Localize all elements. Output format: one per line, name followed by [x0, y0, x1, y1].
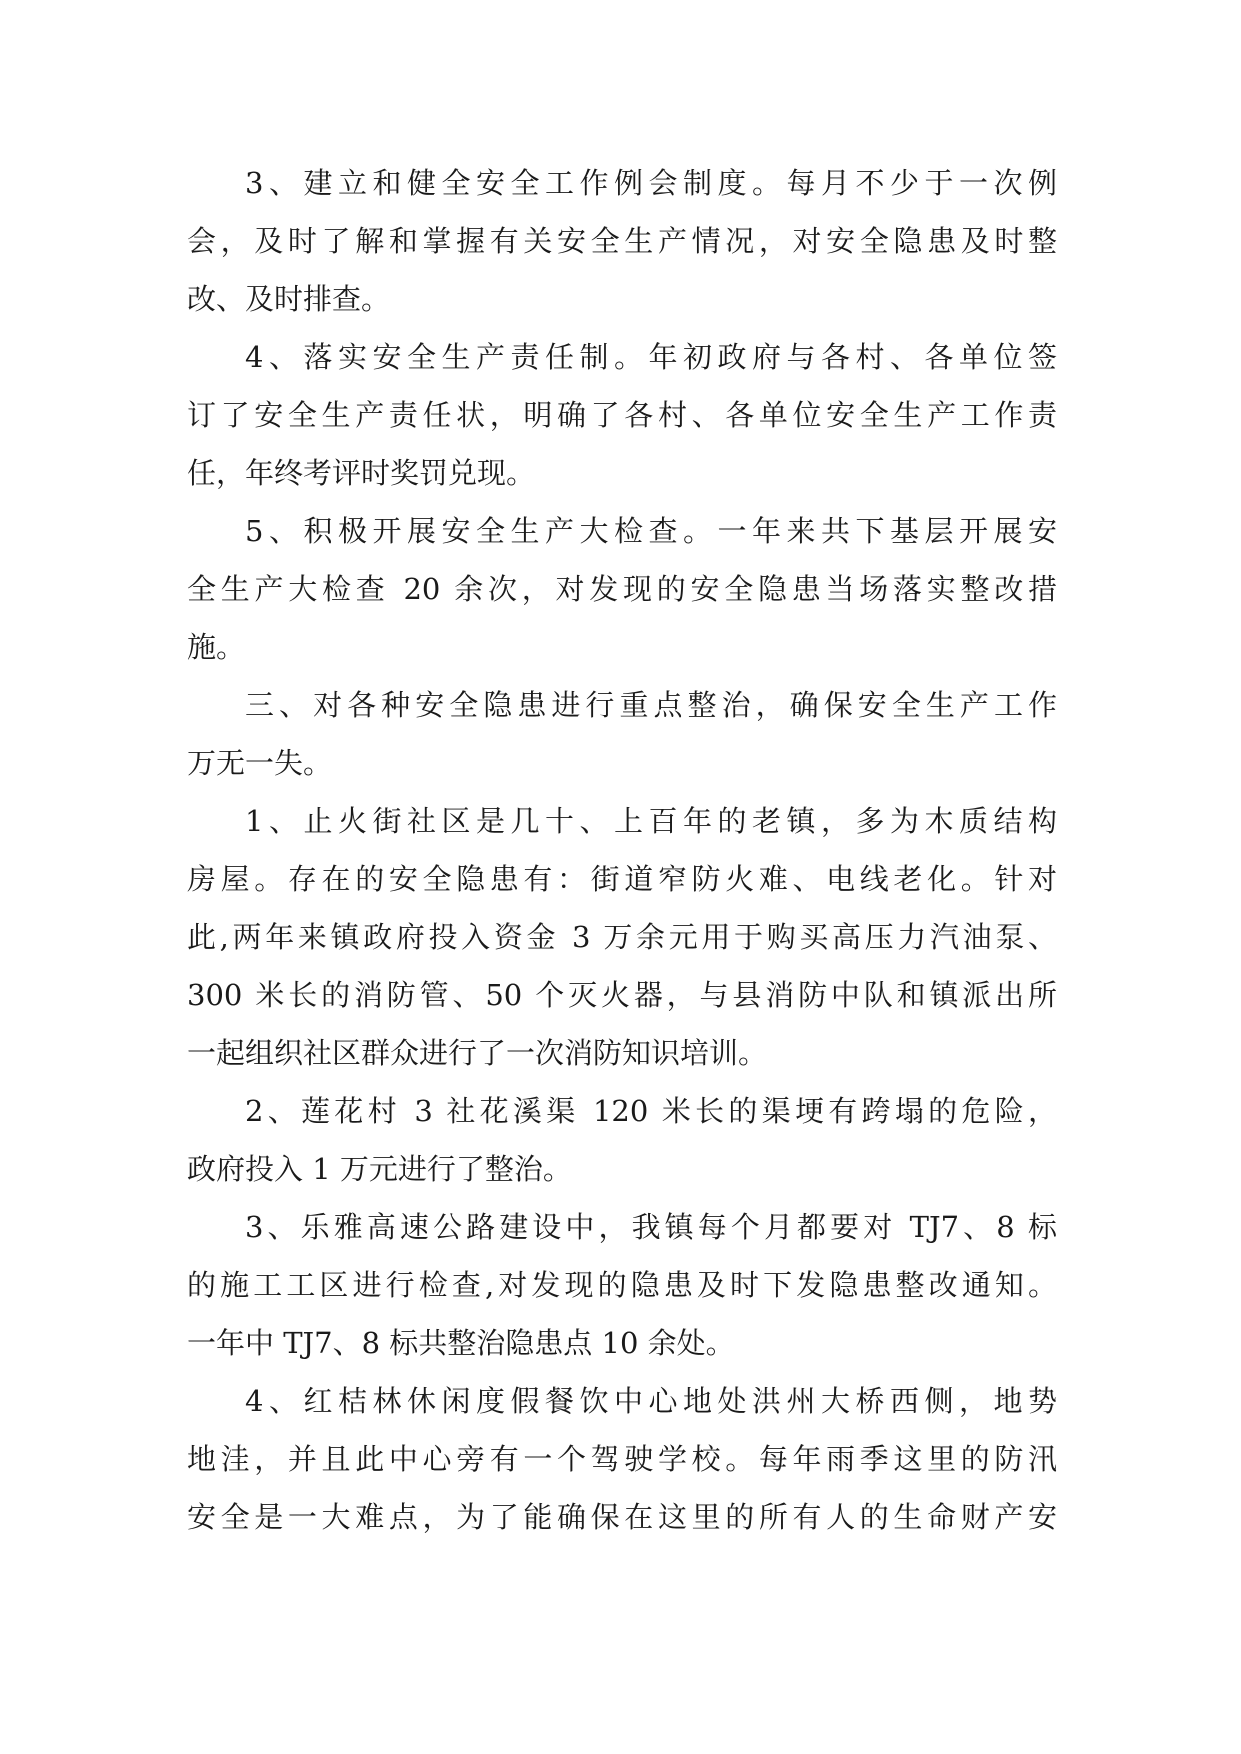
- text-line: 会，及时了解和掌握有关安全生产情况，对安全隐患及时整: [187, 224, 1057, 258]
- text-line: 300 米长的消防管、50 个灭火器，与县消防中队和镇派出所: [187, 978, 1057, 1012]
- text-line: 三、对各种安全隐患进行重点整治，确保安全生产工作: [245, 688, 1057, 722]
- text-line: 改、及时排查。: [187, 282, 391, 316]
- paragraph: [187, 676, 1057, 792]
- paragraph: [187, 792, 1057, 1082]
- text-line: 3、乐雅高速公路建设中，我镇每个月都要对 TJ7、8 标: [245, 1210, 1057, 1244]
- text-line: 一年中 TJ7、8 标共整治隐患点 10 余处。: [187, 1326, 735, 1360]
- paragraph: [187, 1198, 1057, 1372]
- text-line: 的施工工区进行检查,对发现的隐患及时下发隐患整改通知。: [187, 1268, 1057, 1302]
- text-line: 任，年终考评时奖罚兑现。: [187, 456, 536, 490]
- text-line: 此,两年来镇政府投入资金 3 万余元用于购买高压力汽油泵、: [187, 920, 1057, 954]
- text-line: 4、红桔林休闲度假餐饮中心地处洪州大桥西侧，地势: [245, 1384, 1057, 1418]
- text-line: 2、莲花村 3 社花溪渠 120 米长的渠埂有跨塌的危险，: [245, 1094, 1057, 1128]
- text-line: 4、落实安全生产责任制。年初政府与各村、各单位签: [245, 340, 1057, 374]
- text-line: 订了安全生产责任状，明确了各村、各单位安全生产工作责: [187, 398, 1057, 432]
- text-line: 5、积极开展安全生产大检查。一年来共下基层开展安: [245, 514, 1057, 548]
- text-line: 施。: [187, 630, 246, 664]
- text-line: 房屋。存在的安全隐患有：街道窄防火难、电线老化。针对: [187, 862, 1057, 896]
- paragraph: [187, 1372, 1057, 1546]
- text-line: 全生产大检查 20 余次，对发现的安全隐患当场落实整改措: [187, 572, 1057, 606]
- text-line: 安全是一大难点，为了能确保在这里的所有人的生命财产安: [187, 1500, 1057, 1534]
- text-line: 政府投入 1 万元进行了整治。: [187, 1152, 572, 1186]
- paragraph: [187, 1082, 1057, 1198]
- text-line: 1、止火街社区是几十、上百年的老镇，多为木质结构: [245, 804, 1057, 838]
- paragraph: [187, 328, 1057, 502]
- text-line: 3、建立和健全安全工作例会制度。每月不少于一次例: [245, 166, 1057, 200]
- paragraph: [187, 502, 1057, 676]
- document-body: [187, 154, 1057, 1546]
- paragraph: [187, 154, 1057, 328]
- text-line: 万无一失。: [187, 746, 333, 780]
- text-line: 地洼，并且此中心旁有一个驾驶学校。每年雨季这里的防汛: [187, 1442, 1057, 1476]
- text-line: 一起组织社区群众进行了一次消防知识培训。: [187, 1036, 768, 1070]
